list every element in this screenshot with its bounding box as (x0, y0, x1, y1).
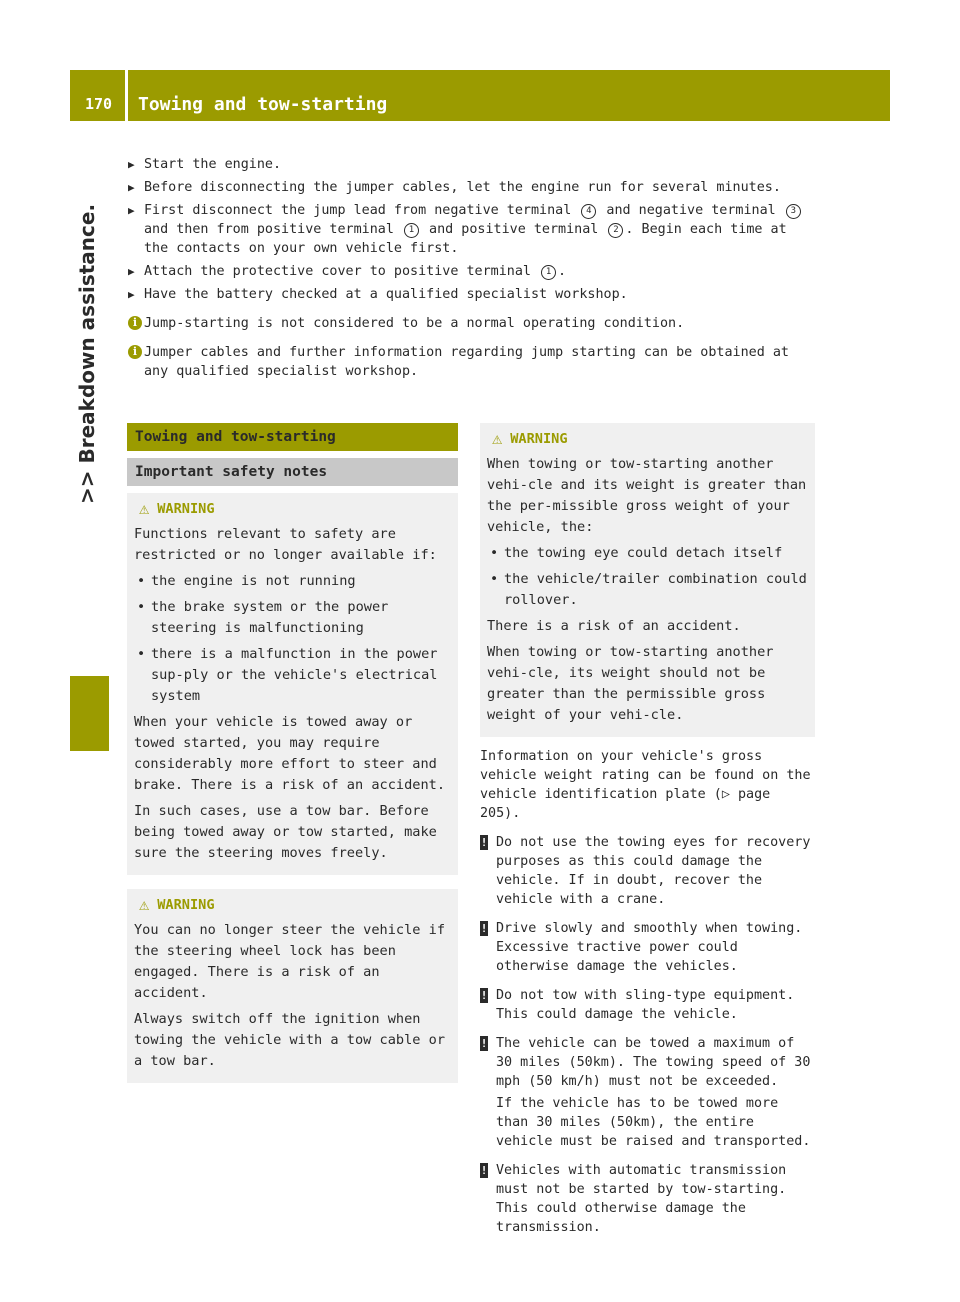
left-column (127, 423, 458, 1083)
warning-text: When towing or tow-starting another vehi-cle and its weight is greater than the per-missible gross weight of your vehicle, the: (487, 456, 807, 535)
arrow-right-icon: ▶ (128, 158, 135, 171)
caution-text: If the vehicle has to be towed more than 30 miles (50km), the entire vehicle must be raised and transported. (496, 1096, 811, 1149)
exclamation-icon: ! (480, 922, 488, 935)
info-icon: i (128, 345, 142, 359)
warning-triangle-icon: ⚠ (139, 499, 150, 519)
warning-text: When your vehicle is towed away or towed started, you may require considerably more effort to steer and brake. There is a risk of an accident. (134, 714, 445, 793)
step-text: and then from positive terminal (144, 222, 394, 237)
step-text: . Begin each time at the contacts on your own vehicle first. (144, 222, 787, 256)
warning-box (480, 423, 815, 737)
warning-bullet: • there is a malfunction in the power sup-ply or the vehicle's electrical system (134, 644, 451, 707)
right-column (480, 423, 815, 1240)
info-text: Jumper cables and further information regarding jump starting can be obtained at any qualified specialist workshop. (144, 345, 789, 379)
warning-text: In such cases, use a tow bar. Before being towed away or tow started, make sure the steering moves freely. (134, 803, 437, 861)
exclamation-icon: ! (480, 989, 488, 1002)
warning-triangle-icon: ⚠ (139, 895, 150, 915)
warning-bullet: • the vehicle/trailer combination could rollover. (487, 569, 808, 611)
caution-note (480, 1161, 815, 1237)
terminal-number-badge: 1 (404, 223, 419, 238)
warning-text: Always switch off the ignition when towing the vehicle with a tow cable or a tow bar. (134, 1011, 445, 1069)
warning-header (487, 429, 808, 450)
step (128, 201, 818, 258)
procedure-steps (128, 155, 818, 381)
caution-text: Do not use the towing eyes for recovery purposes as this could damage the vehicle. If in doubt, recover the vehicle with a crane. (496, 835, 811, 907)
warning-text: When towing or tow-starting another vehi-cle, its weight should not be greater than the permissible gross weight of your vehi-cle. (487, 644, 774, 723)
warning-box (127, 889, 458, 1083)
side-chapter-label: >> Breakdown assistance. (75, 203, 99, 504)
step (128, 178, 818, 197)
step (128, 155, 818, 174)
step (128, 285, 818, 304)
warning-triangle-icon: ⚠ (492, 429, 503, 449)
step-text: Have the battery checked at a qualified specialist workshop. (144, 287, 628, 302)
step-text: and positive terminal (429, 222, 599, 237)
info-note (128, 343, 818, 381)
warning-box (127, 493, 458, 875)
warning-label: WARNING (510, 431, 568, 447)
exclamation-icon: ! (480, 1164, 488, 1177)
info-icon: i (128, 316, 142, 330)
header-bar (128, 70, 890, 121)
warning-bullet: • the towing eye could detach itself (487, 543, 808, 564)
terminal-number-badge: 2 (608, 223, 623, 238)
warning-header (134, 499, 451, 520)
warning-bullet: • the brake system or the power steering is malfunctioning (134, 597, 451, 639)
caution-note (480, 833, 815, 909)
warning-label: WARNING (157, 897, 215, 913)
caution-note (480, 919, 815, 976)
terminal-number-badge: 1 (541, 265, 556, 280)
caution-text: The vehicle can be towed a maximum of 30 miles (50km). The towing speed of 30 mph (50 km/h) must not be exceeded. (496, 1036, 811, 1089)
terminal-number-badge: 3 (786, 204, 801, 219)
info-paragraph: Information on your vehicle's gross vehicle weight rating can be found on the vehicle identification plate (▷ page 205). (480, 749, 811, 821)
warning-text: There is a risk of an accident. (487, 618, 741, 634)
page-title: Towing and tow-starting (138, 94, 388, 115)
exclamation-icon: ! (480, 1037, 488, 1050)
step-text: and negative terminal (606, 203, 776, 218)
caution-note (480, 986, 815, 1024)
section-heading: Towing and tow-starting (127, 423, 458, 451)
subsection-heading: Important safety notes (127, 458, 458, 486)
step-text: First disconnect the jump lead from negative terminal (144, 203, 572, 218)
caution-note (480, 1034, 815, 1151)
warning-text: You can no longer steer the vehicle if the steering wheel lock has been engaged. There is a risk of an accident. (134, 922, 445, 1001)
arrow-right-icon: ▶ (128, 265, 135, 278)
warning-text: Functions relevant to safety are restricted or no longer available if: (134, 526, 437, 563)
page-number-box (70, 70, 125, 121)
caution-text: Do not tow with sling-type equipment. This could damage the vehicle. (496, 988, 795, 1022)
caution-text: Vehicles with automatic transmission must not be started by tow-starting. This could otherwise damage the transmission. (496, 1163, 787, 1235)
arrow-right-icon: ▶ (128, 288, 135, 301)
warning-header (134, 895, 451, 916)
step-text: . (558, 264, 567, 279)
exclamation-icon: ! (480, 836, 488, 849)
warning-bullet: • the engine is not running (134, 571, 451, 592)
step-text: Attach the protective cover to positive terminal (144, 264, 531, 279)
side-tab-marker (70, 676, 109, 751)
terminal-number-badge: 4 (581, 204, 596, 219)
arrow-right-icon: ▶ (128, 204, 135, 217)
arrow-right-icon: ▶ (128, 181, 135, 194)
warning-label: WARNING (157, 501, 215, 517)
info-note (128, 314, 818, 333)
step (128, 262, 818, 281)
step-text: Before disconnecting the jumper cables, let the engine run for several minutes. (144, 180, 781, 195)
info-text: Jump-starting is not considered to be a normal operating condition. (144, 316, 685, 331)
caution-text: Drive slowly and smoothly when towing. Excessive tractive power could otherwise damage the vehicles. (496, 921, 803, 974)
step-text: Start the engine. (144, 157, 282, 172)
page-number: 170 (85, 95, 113, 113)
